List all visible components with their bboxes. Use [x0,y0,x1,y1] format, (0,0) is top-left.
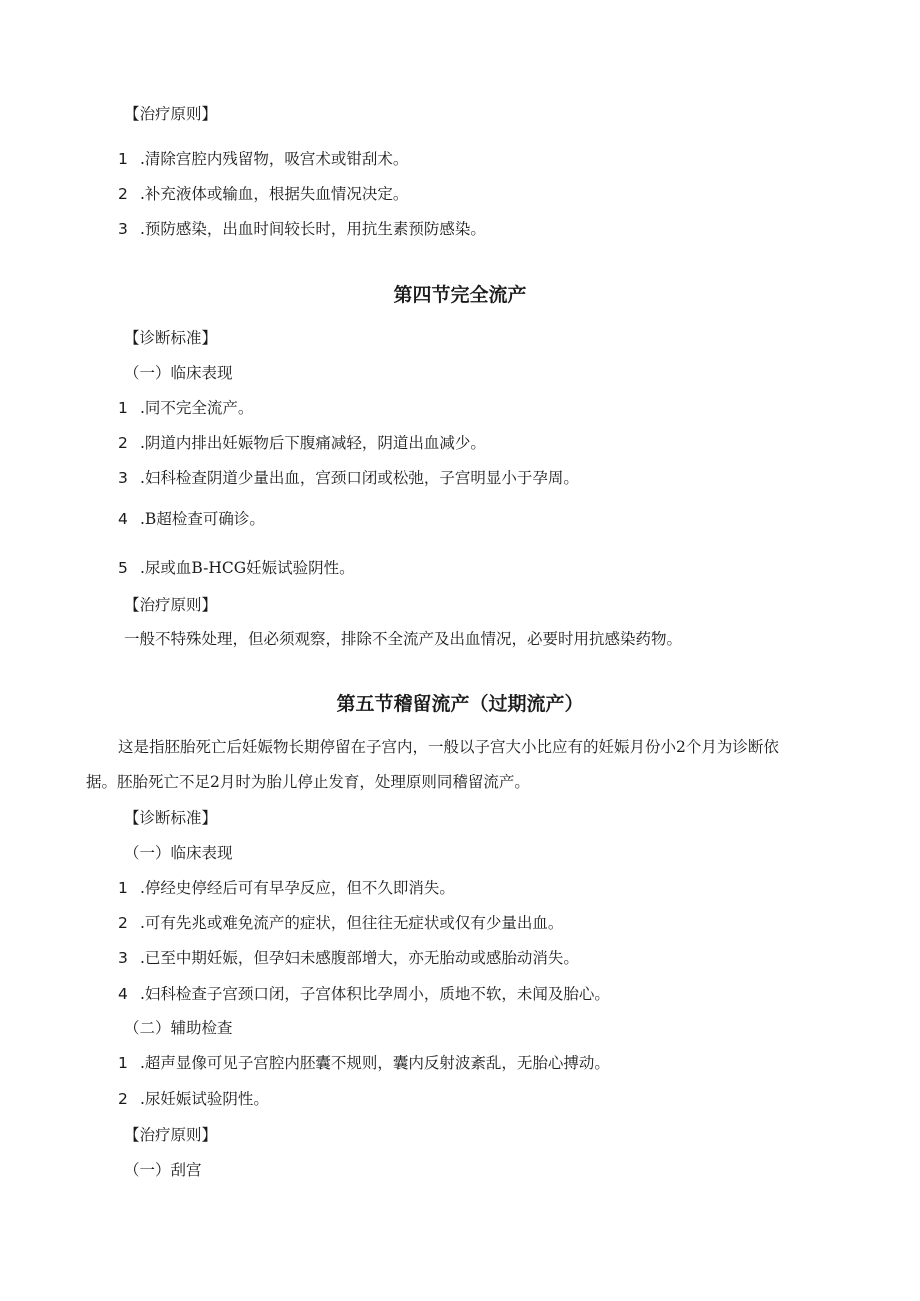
section-heading: 第五节稽留流产（过期流产） [336,693,584,715]
section-heading: 第四节完全流产 [393,284,527,306]
list-item [118,878,455,898]
list-text: .补充液体或输血，根据失血情况决定。 [140,185,409,203]
subsection-label: （一）临床表现 [124,364,233,382]
paragraph: 一般不特殊处理，但必须观察，排除不全流产及出血情况，必要时用抗感染药物。 [124,630,683,648]
list-item [118,149,408,169]
list-number: 1 [118,1054,128,1072]
list-number: 3 [118,469,128,487]
list-item [118,558,355,578]
list-item [118,468,579,488]
list-item [118,509,265,529]
list-number: 4 [118,985,128,1003]
subsection-label: （一）刮宫 [124,1161,202,1179]
list-number: 4 [118,510,128,528]
list-item [118,398,253,418]
section-label-treatment: 【治疗原则】 [124,105,218,123]
list-item [118,948,579,968]
list-text: .超声显像可见子宫腔内胚囊不规则，囊内反射波紊乱，无胎心搏动。 [140,1054,610,1072]
list-item [118,913,563,933]
list-number: 2 [118,1090,128,1108]
subsection-label: （一）临床表现 [124,844,233,862]
list-text: .同不完全流产。 [140,399,254,417]
list-number: 3 [118,949,128,967]
list-text: .可有先兆或难免流产的症状，但往往无症状或仅有少量出血。 [140,914,564,932]
list-text: .尿或血B-HCG妊娠试验阴性。 [140,559,355,577]
list-item [118,1089,269,1109]
list-number: 1 [118,399,128,417]
list-text: .已至中期妊娠，但孕妇未感腹部增大，亦无胎动或感胎动消失。 [140,949,579,967]
paragraph-line: 这是指胚胎死亡后妊娠物长期停留在子宫内，一般以子宫大小比应有的妊娠月份小2个月为诊断依 [118,738,779,756]
list-item [118,984,610,1004]
section-label-treatment: 【治疗原则】 [124,596,218,614]
list-text: .妇科检查子宫颈口闭，子宫体积比孕周小，质地不软，未闻及胎心。 [140,985,610,1003]
paragraph-line: 据。胚胎死亡不足2月时为胎儿停止发育，处理原则同稽留流产。 [86,773,530,791]
list-item [118,1053,610,1073]
section-label-diagnosis: 【诊断标准】 [124,809,218,827]
list-text: .预防感染，出血时间较长时，用抗生素预防感染。 [140,220,486,238]
list-number: 3 [118,220,128,238]
list-text: .B超检查可确诊。 [140,510,265,528]
list-text: .清除宫腔内残留物，吸宫术或钳刮术。 [140,150,409,168]
list-text: .妇科检查阴道少量出血，宫颈口闭或松弛，子宫明显小于孕周。 [140,469,579,487]
list-item [118,184,408,204]
list-number: 5 [118,559,128,577]
list-text: .停经史停经后可有早孕反应，但不久即消失。 [140,879,455,897]
list-number: 2 [118,434,128,452]
list-text: .尿妊娠试验阴性。 [140,1090,269,1108]
section-label-treatment: 【治疗原则】 [124,1126,218,1144]
list-item [118,433,486,453]
list-text: .阴道内排出妊娠物后下腹痛减轻，阴道出血减少。 [140,434,486,452]
list-number: 1 [118,150,128,168]
list-number: 2 [118,185,128,203]
section-label-diagnosis: 【诊断标准】 [124,329,218,347]
list-number: 2 [118,914,128,932]
list-item [118,219,486,239]
subsection-label: （二）辅助检查 [124,1019,233,1037]
list-number: 1 [118,879,128,897]
